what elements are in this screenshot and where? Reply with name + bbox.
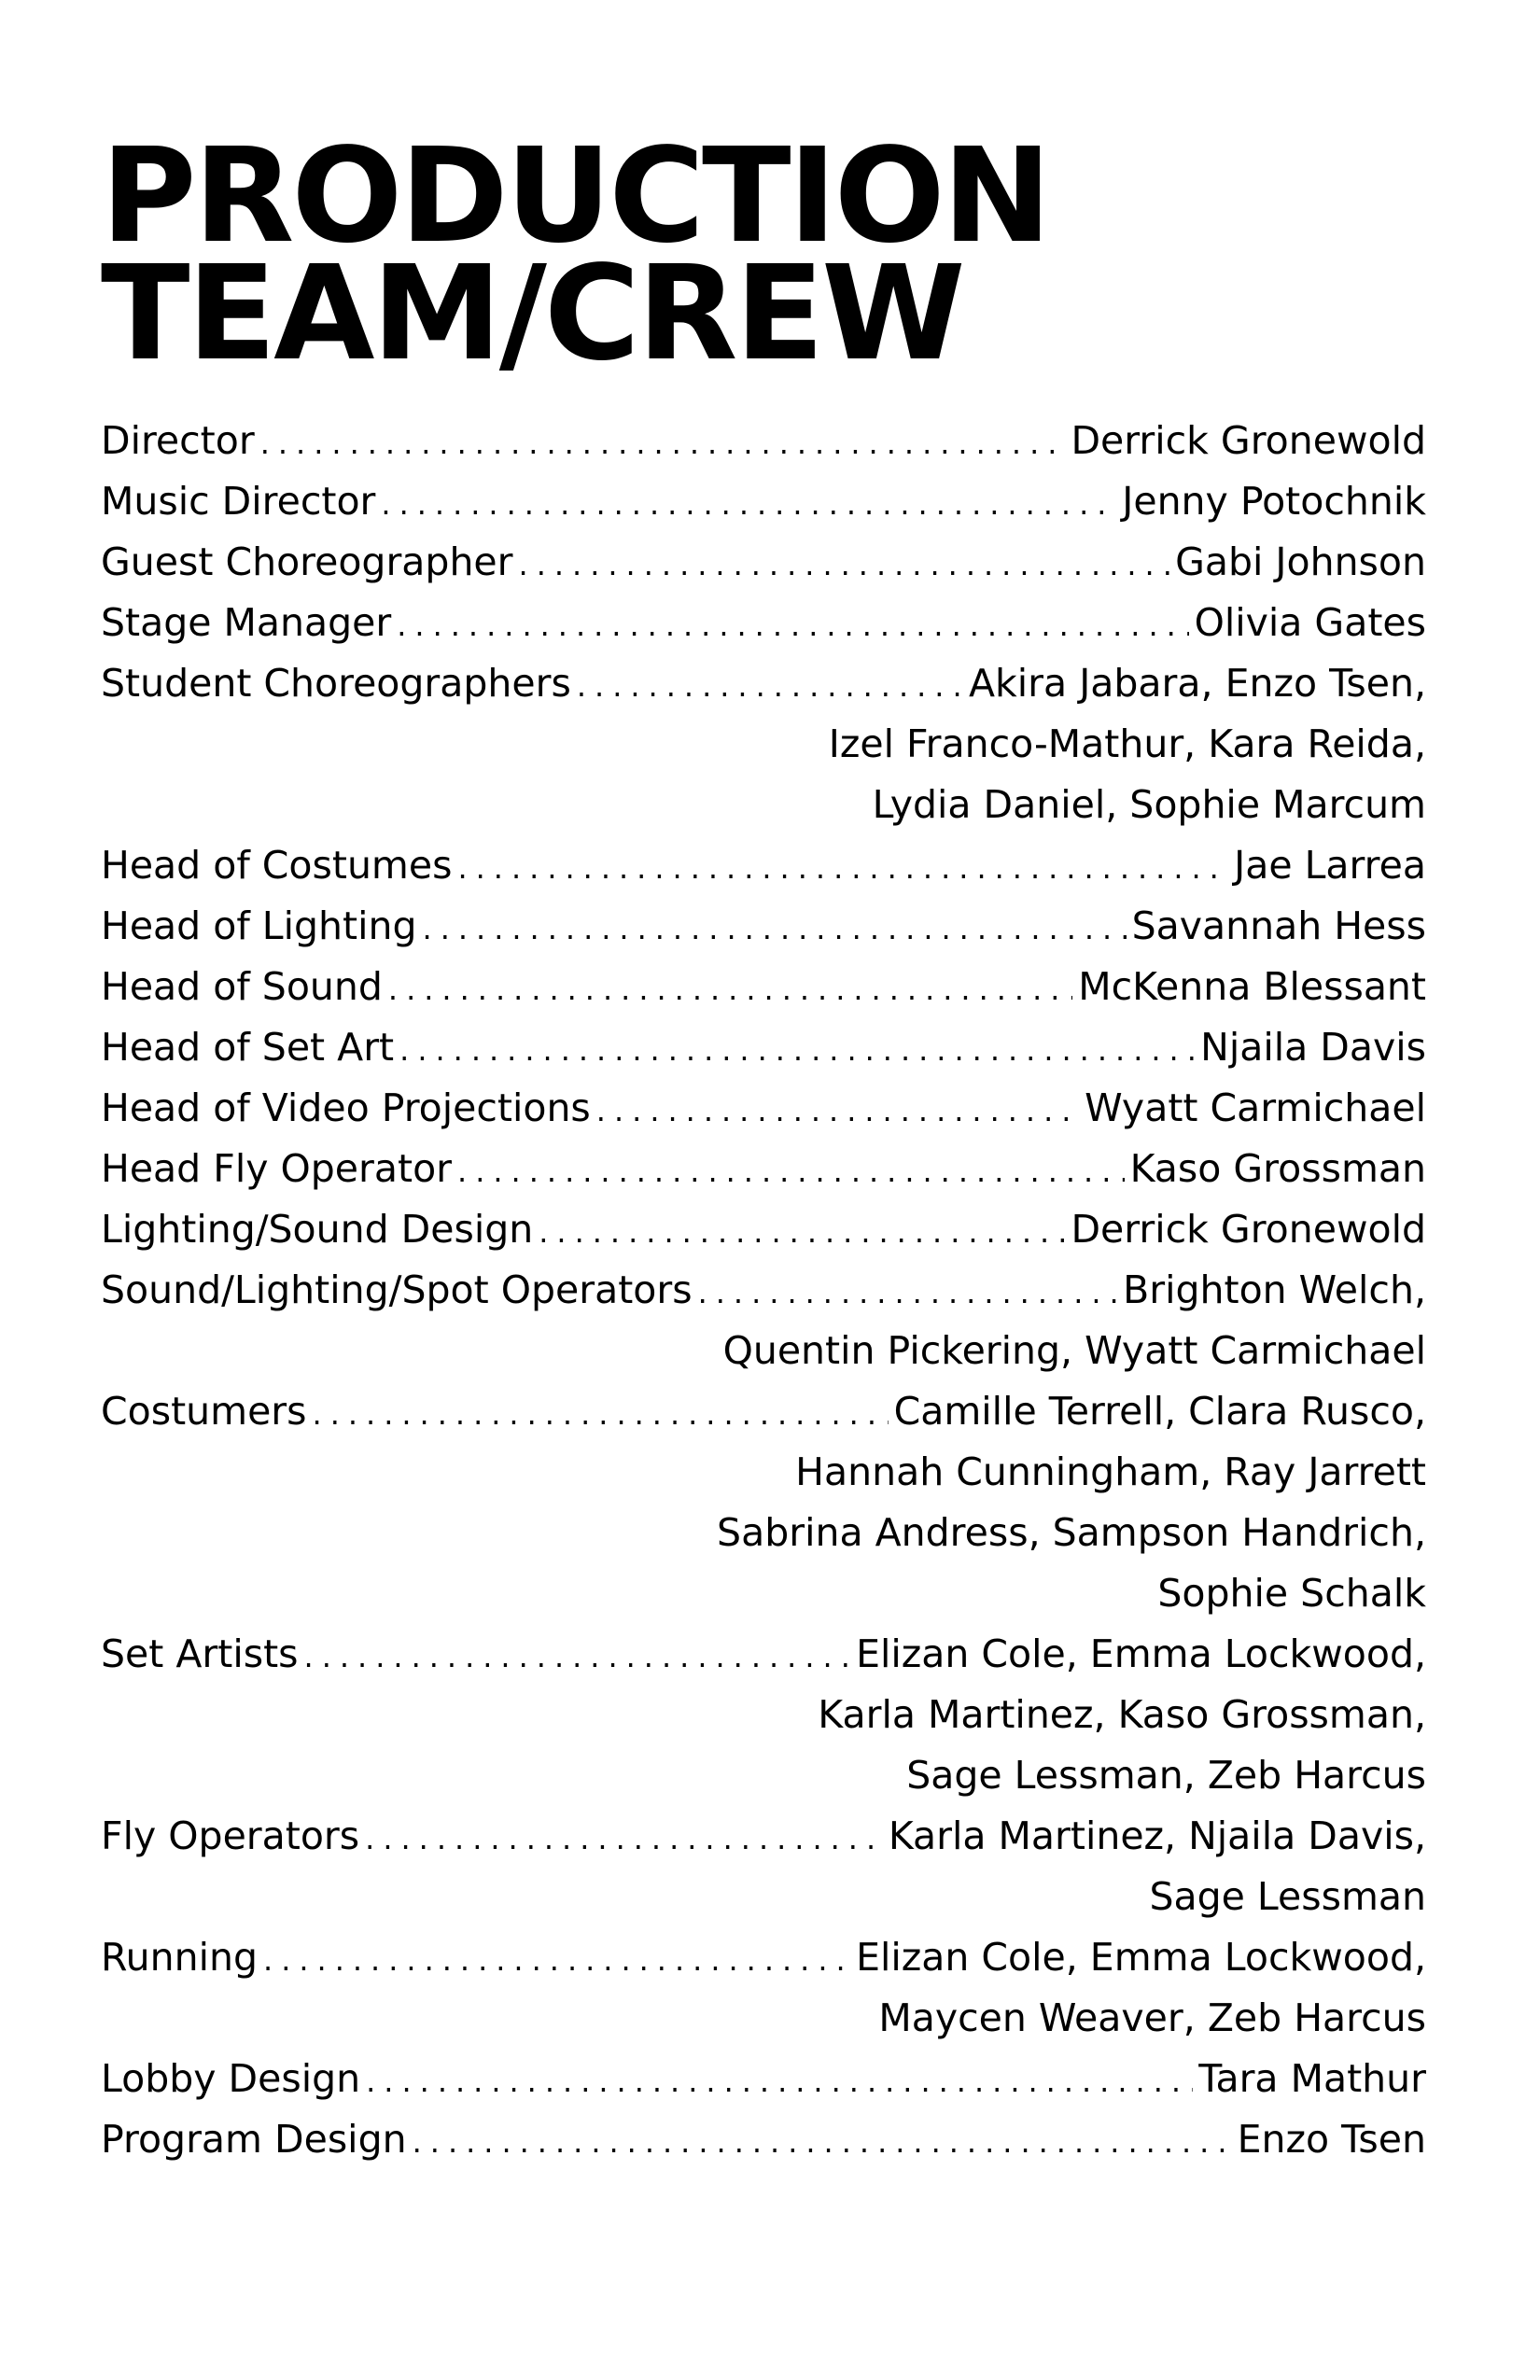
- credit-names: Derrick Gronewold: [1071, 418, 1426, 463]
- credit-entry: [101, 835, 1426, 896]
- credit-names-continued: Sabrina Andress, Sampson Handrich,: [717, 1510, 1426, 1555]
- credit-names: Derrick Gronewold: [1071, 1207, 1426, 1252]
- dot-leader: [413, 2112, 1232, 2173]
- credit-entry: [101, 1624, 1426, 1806]
- page-title: [101, 120, 1049, 390]
- credit-names-continued: Sage Lessman: [1149, 1874, 1426, 1919]
- credit-role: Guest Choreographer: [101, 539, 513, 584]
- credit-entry: [101, 471, 1426, 532]
- credit-role: Lobby Design: [101, 2056, 361, 2101]
- credit-entry: [101, 896, 1426, 957]
- credit-line: [101, 2049, 1426, 2109]
- credit-names-continued: Sage Lessman, Zeb Harcus: [906, 1753, 1426, 1798]
- credit-role: Head of Costumes: [101, 843, 453, 888]
- credit-names: Elizan Cole, Emma Lockwood,: [856, 1631, 1426, 1676]
- credit-role: Set Artists: [101, 1631, 299, 1676]
- credit-role: Stage Manager: [101, 600, 392, 645]
- credit-line: [101, 2109, 1426, 2170]
- credit-role: Fly Operators: [101, 1813, 360, 1858]
- credit-line: [101, 653, 1426, 714]
- credit-entry: [101, 2109, 1426, 2170]
- credit-role: Director: [101, 418, 255, 463]
- dot-leader: [304, 1627, 851, 1687]
- credit-names-continued: Lydia Daniel, Sophie Marcum: [872, 782, 1426, 827]
- credit-entry: [101, 2049, 1426, 2109]
- dot-leader: [423, 899, 1127, 959]
- credit-line: [101, 471, 1426, 532]
- credit-entry: [101, 1139, 1426, 1199]
- dot-leader: [365, 1809, 883, 1869]
- credit-line: [101, 1806, 1426, 1867]
- credit-names: Kaso Grossman: [1129, 1146, 1426, 1191]
- credit-entry: [101, 1381, 1426, 1624]
- dot-leader: [457, 1141, 1125, 1202]
- credit-names-continued: Maycen Weaver, Zeb Harcus: [878, 1995, 1426, 2040]
- credit-names-continued: Karla Martinez, Kaso Grossman,: [818, 1692, 1426, 1737]
- credit-role: Sound/Lighting/Spot Operators: [101, 1267, 693, 1312]
- dot-leader: [397, 595, 1188, 656]
- dot-leader: [381, 474, 1116, 535]
- credit-entry: [101, 1078, 1426, 1139]
- credit-line: [101, 1199, 1426, 1260]
- credit-names: Jae Larrea: [1234, 843, 1426, 888]
- credit-line: [101, 957, 1426, 1017]
- credit-role: Head of Lighting: [101, 903, 417, 948]
- page-title-line-1: PRODUCTION: [101, 120, 1049, 273]
- credit-names: McKenna Blessant: [1078, 964, 1426, 1009]
- credit-role: Head Fly Operator: [101, 1146, 453, 1191]
- credit-names-continued: Sophie Schalk: [1157, 1571, 1426, 1616]
- credit-names: Brighton Welch,: [1123, 1267, 1426, 1312]
- credit-entry: [101, 532, 1426, 593]
- credit-line: [101, 1017, 1426, 1078]
- credit-line: [101, 1260, 1426, 1321]
- credit-names: Akira Jabara, Enzo Tsen,: [969, 661, 1426, 706]
- dot-leader: [577, 656, 963, 717]
- credit-role: Running: [101, 1935, 259, 1980]
- credit-names-continued: Izel Franco-Mathur, Kara Reida,: [828, 721, 1426, 766]
- credit-entry: [101, 1260, 1426, 1381]
- credit-names-continued: Hannah Cunningham, Ray Jarrett: [795, 1449, 1426, 1494]
- credit-names: Elizan Cole, Emma Lockwood,: [856, 1935, 1426, 1980]
- dot-leader: [260, 413, 1066, 474]
- credit-names: Jenny Potochnik: [1122, 479, 1426, 524]
- credit-entry: [101, 1199, 1426, 1260]
- credit-role: Head of Sound: [101, 964, 383, 1009]
- credit-names: Tara Mathur: [1198, 2056, 1426, 2101]
- credit-role: Music Director: [101, 479, 376, 524]
- credit-names: Njaila Davis: [1200, 1025, 1426, 1070]
- credit-role: Costumers: [101, 1389, 307, 1434]
- credit-names: Karla Martinez, Njaila Davis,: [888, 1813, 1426, 1858]
- credit-names-continued: Quentin Pickering, Wyatt Carmichael: [722, 1328, 1426, 1373]
- credits-list: [101, 411, 1426, 2170]
- credit-entry: [101, 1806, 1426, 1927]
- credit-entry: [101, 1017, 1426, 1078]
- page-title-line-2: TEAM/CREW: [101, 238, 963, 390]
- dot-leader: [457, 838, 1228, 899]
- dot-leader: [596, 1081, 1079, 1141]
- credit-names: Enzo Tsen: [1237, 2117, 1426, 2162]
- credit-line: [101, 835, 1426, 896]
- dot-leader: [399, 1020, 1195, 1081]
- credit-line: [101, 1139, 1426, 1199]
- dot-leader: [519, 535, 1170, 595]
- credit-entry: [101, 411, 1426, 471]
- credit-line: [101, 593, 1426, 653]
- credit-entry: [101, 653, 1426, 835]
- credit-role: Program Design: [101, 2117, 407, 2162]
- credit-role: Student Choreographers: [101, 661, 571, 706]
- credit-line: [101, 896, 1426, 957]
- credit-line: [101, 532, 1426, 593]
- credit-entry: [101, 593, 1426, 653]
- credit-entry: [101, 957, 1426, 1017]
- credit-role: Head of Set Art: [101, 1025, 395, 1070]
- credit-names: Camille Terrell, Clara Rusco,: [893, 1389, 1426, 1434]
- credit-names: Wyatt Carmichael: [1085, 1085, 1426, 1130]
- dot-leader: [263, 1930, 850, 1991]
- dot-leader: [698, 1263, 1118, 1323]
- credit-role: Head of Video Projections: [101, 1085, 591, 1130]
- dot-leader: [388, 959, 1072, 1020]
- credit-role: Lighting/Sound Design: [101, 1207, 534, 1252]
- credit-names: Savannah Hess: [1131, 903, 1426, 948]
- credit-names: Olivia Gates: [1194, 600, 1426, 645]
- credit-line: [101, 1078, 1426, 1139]
- credit-names: Gabi Johnson: [1175, 539, 1426, 584]
- dot-leader: [366, 2051, 1193, 2112]
- credit-line: [101, 411, 1426, 471]
- dot-leader: [313, 1384, 889, 1445]
- credit-line: [101, 1624, 1426, 1685]
- credit-entry: [101, 1927, 1426, 2049]
- credit-line: [101, 1381, 1426, 1442]
- dot-leader: [539, 1202, 1065, 1263]
- credit-line: [101, 1927, 1426, 1988]
